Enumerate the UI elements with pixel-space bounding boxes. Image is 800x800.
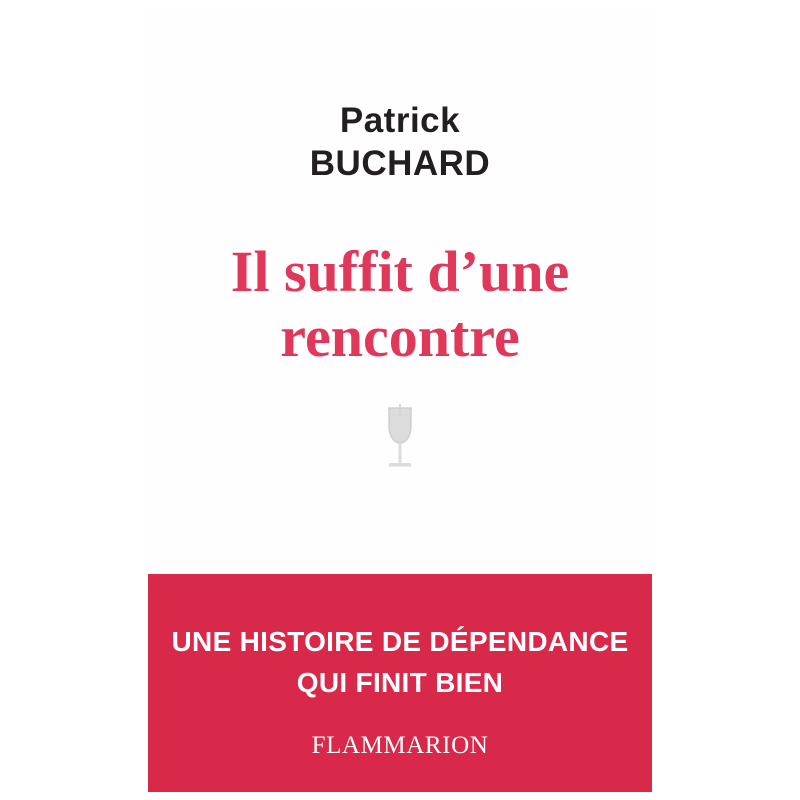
author-first-name: Patrick bbox=[339, 101, 461, 140]
author-last-name: BUCHARD bbox=[309, 143, 491, 183]
book-title-line-2: rencontre bbox=[280, 303, 520, 369]
publisher-name: FLAMMARION bbox=[311, 732, 489, 759]
book-subtitle-line-1: UNE HISTOIRE DE DÉPENDANCE bbox=[171, 626, 629, 657]
book-subtitle-line-2: QUI FINIT BIEN bbox=[296, 666, 504, 698]
book-cover bbox=[148, 8, 652, 792]
book-subtitle bbox=[148, 622, 652, 703]
book-title-line-1: Il suffit d’une bbox=[230, 239, 570, 304]
wine-glass-icon bbox=[148, 404, 652, 481]
book-title bbox=[148, 240, 652, 370]
cover-upper-panel bbox=[148, 8, 652, 574]
cover-lower-banner bbox=[148, 574, 652, 792]
author-name bbox=[148, 100, 652, 185]
